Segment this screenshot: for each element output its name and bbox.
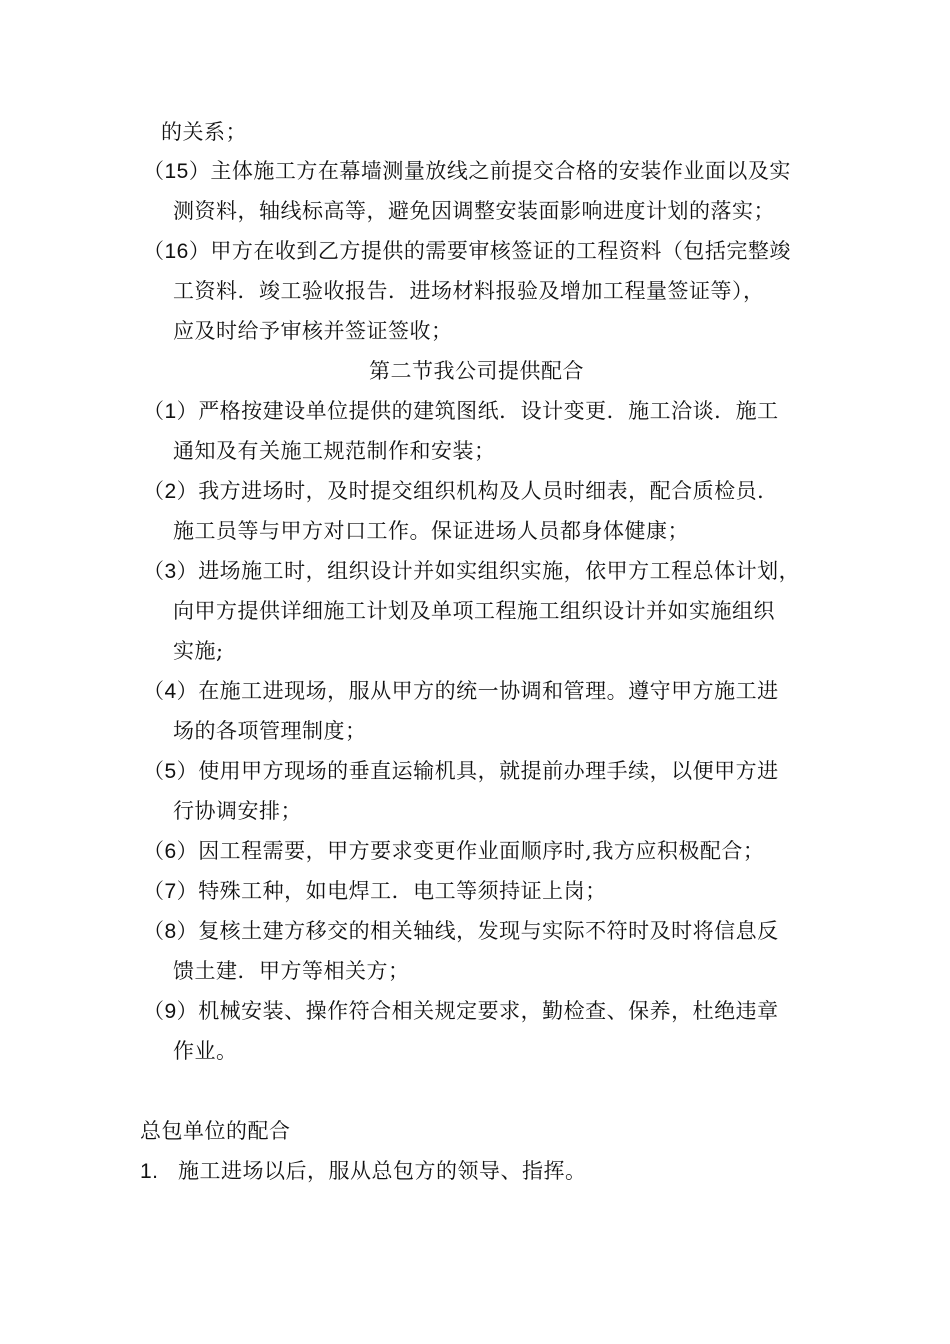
item-number: （9） [143, 1000, 199, 1023]
item-text: 使用甲方现场的垂直运输机具，就提前办理手续，以便甲方进 [198, 759, 779, 783]
continuation-line: 的关系； [161, 120, 247, 144]
section-title: 第二节我公司提供配合 [369, 359, 584, 383]
list-item-16 [143, 236, 791, 267]
list-item-3-cont2: 实施; [173, 639, 224, 663]
numbered-item-1 [140, 1156, 587, 1187]
list-item-2-cont: 施工员等与甲方对口工作。保证进场人员都身体健康； [173, 519, 689, 543]
list-item-16-cont: 工资料．竣工验收报告．进场材料报验及增加工程量签证等）， [173, 279, 765, 303]
list-item-3-cont: 向甲方提供详细施工计划及单项工程施工组织设计并如实施组织 [173, 599, 775, 623]
item-text: 施工进场以后，服从总包方的领导、指挥。 [178, 1159, 587, 1183]
subheading: 总包单位的配合 [140, 1119, 291, 1143]
item-number: （8） [143, 920, 199, 943]
item-text: 进场施工时，组织设计并如实组织实施，依甲方工程总体计划， [198, 559, 801, 583]
item-text: 特殊工种，如电焊工．电工等须持证上岗； [198, 879, 607, 903]
list-item-9-cont: 作业。 [173, 1039, 238, 1063]
item-number: （4） [143, 680, 199, 703]
list-item-2 [143, 476, 779, 507]
list-item-9 [143, 996, 779, 1027]
item-text: 在施工进现场，服从甲方的统一协调和管理。遵守甲方施工进 [198, 679, 779, 703]
list-item-4 [143, 676, 779, 707]
item-number: （3） [143, 560, 199, 583]
item-number: （1） [143, 400, 199, 423]
item-text: 甲方在收到乙方提供的需要审核签证的工程资料（包括完整竣 [210, 239, 791, 263]
list-item-16-cont2: 应及时给予审核并签证签收； [173, 319, 453, 343]
list-item-4-cont: 场的各项管理制度； [173, 719, 367, 743]
item-number: 1. [140, 1160, 159, 1183]
list-item-1 [143, 396, 779, 427]
item-number: （16） [143, 240, 211, 263]
list-item-5 [143, 756, 779, 787]
item-number: （6） [143, 840, 199, 863]
item-number: （7） [143, 880, 199, 903]
list-item-3 [143, 556, 800, 587]
list-item-1-cont: 通知及有关施工规范制作和安装； [173, 439, 496, 463]
list-item-7 [143, 876, 607, 907]
list-item-6 [143, 836, 764, 867]
item-text: 机械安装、操作符合相关规定要求，勤检查、保养，杜绝违章 [198, 999, 779, 1023]
item-text: 因工程需要，甲方要求变更作业面顺序时,我方应积极配合； [198, 839, 765, 863]
item-text: 主体施工方在幕墙测量放线之前提交合格的安装作业面以及实 [210, 159, 791, 183]
item-number: （5） [143, 760, 199, 783]
item-number: （2） [143, 480, 199, 503]
item-number: （15） [143, 160, 211, 183]
list-item-8-cont: 馈土建．甲方等相关方； [173, 959, 410, 983]
list-item-15 [143, 156, 791, 187]
list-item-5-cont: 行协调安排； [173, 799, 302, 823]
list-item-8 [143, 916, 779, 947]
list-item-15-cont: 测资料，轴线标高等，避免因调整安装面影响进度计划的落实； [173, 199, 775, 223]
item-text: 严格按建设单位提供的建筑图纸．设计变更．施工洽谈．施工 [198, 399, 779, 423]
item-text: 我方进场时，及时提交组织机构及人员时细表，配合质检员． [198, 479, 779, 503]
item-text: 复核土建方移交的相关轴线，发现与实际不符时及时将信息反 [198, 919, 779, 943]
